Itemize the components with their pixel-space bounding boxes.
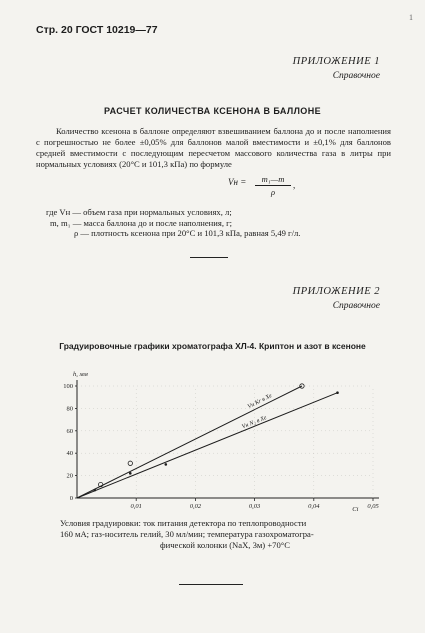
where-item: m, m₁ — масса баллона до и после наполнения, г; xyxy=(50,217,233,228)
where-list xyxy=(46,207,300,239)
y-tick-label: 0 xyxy=(69,495,73,502)
appendix-1-title: ПРИЛОЖЕНИЕ 1 xyxy=(292,56,380,67)
section-title: РАСЧЕТ КОЛИЧЕСТВА КСЕНОНА В БАЛЛОНЕ xyxy=(103,106,322,116)
formula-denominator: ρ xyxy=(270,187,276,197)
where-item: ρ — плотность ксенона при 20°С и 101,3 кПа, равная 5,49 г/л. xyxy=(74,228,301,238)
conditions-line: Условия градуировки: ток питания детектора по теплопроводности xyxy=(60,518,307,528)
y-tick-label: 20 xyxy=(66,472,73,480)
bottom-divider xyxy=(179,584,243,585)
y-tick-label: 40 xyxy=(66,450,73,458)
x-axis-label: Сi xyxy=(352,506,359,512)
chart-title xyxy=(0,341,425,352)
conditions-line: фической колонки (NaX, 3м) +70°С xyxy=(160,540,290,550)
conditions-line: 160 мА; газ-носитель гелий, 30 мл/мин; температура газохроматогра- xyxy=(60,529,314,539)
page-mark: 1 xyxy=(409,13,413,22)
data-point xyxy=(129,472,132,475)
body-paragraph: Количество ксенона в баллоне определяют взвешиванием баллона до и после наполнения с погрешностью не более ±0,05% для баллонов малой вместимости и ±0,1% для баллонов средней вместимости с последующим пересчетом массового количества газа в литры при нормальных условиях (20°С и 101,3 кПа) по формуле xyxy=(36,126,391,169)
series-line xyxy=(77,386,302,498)
appendix-2-subtitle: Справочное xyxy=(332,301,380,311)
section-divider xyxy=(190,257,228,258)
chart-title-line: Градуировочные графики хроматографа ХЛ-4. Криптон и азот в ксеноне xyxy=(59,341,366,351)
data-point xyxy=(165,463,168,466)
formula-fraction xyxy=(255,174,291,197)
series-label: Vн N₂ в Xe xyxy=(241,415,268,431)
x-tick-label: 0,05 xyxy=(367,503,379,510)
x-tick-label: 0,03 xyxy=(248,503,261,510)
data-point xyxy=(336,391,339,394)
calibration-conditions xyxy=(60,518,390,551)
page-header: Стр. 20 ГОСТ 10219—77 xyxy=(36,24,158,36)
series-label: Vн Kr в Xe xyxy=(246,393,274,411)
appendix-1-subtitle: Справочное xyxy=(332,71,380,81)
y-tick-label: 60 xyxy=(66,427,73,435)
x-tick-label: 0,01 xyxy=(130,503,142,510)
formula-lhs: Vн = xyxy=(228,177,247,187)
x-tick-label: 0,02 xyxy=(189,503,202,510)
data-point xyxy=(128,461,132,465)
formula-tail: , xyxy=(293,180,296,190)
y-tick-label: 80 xyxy=(66,405,73,413)
where-item: где Vн — объем газа при нормальных условиях, л; xyxy=(46,207,232,217)
appendix-2-title: ПРИЛОЖЕНИЕ 2 xyxy=(292,286,380,297)
calibration-chart xyxy=(55,362,385,512)
formula-numerator: m₁—m xyxy=(255,174,291,186)
y-tick-label: 100 xyxy=(63,383,73,390)
series-line xyxy=(77,393,337,498)
y-axis-label: h, мм xyxy=(73,371,88,378)
x-tick-label: 0,04 xyxy=(308,503,320,510)
data-point xyxy=(93,489,96,492)
